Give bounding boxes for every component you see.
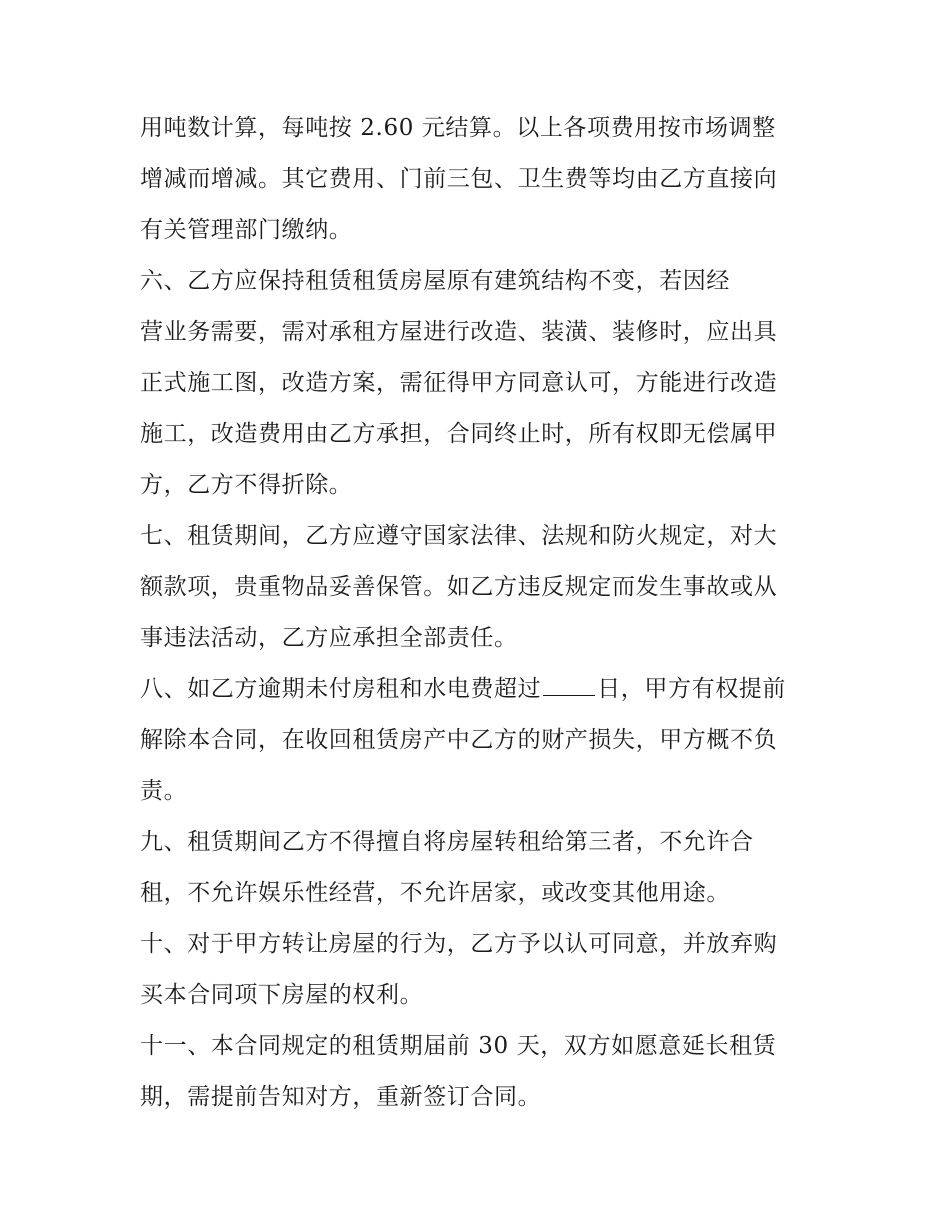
text-line: 用吨数计算，每吨按 2.60 元结算。以上各项费用按市场调整 xyxy=(140,115,776,141)
text-line: 方，乙方不得折除。 xyxy=(140,472,353,498)
text-line: 租，不允许娱乐性经营，不允许居家，或改变其他用途。 xyxy=(140,880,730,906)
clause-9-start: 九、租赁期间乙方不得擅自将房屋转租给第三者，不允许合 xyxy=(140,829,754,855)
clause-8-start xyxy=(140,674,786,704)
text-line: 有关管理部门缴纳。 xyxy=(140,217,353,243)
clause-8-text-after-blank: 日，甲方有权提前 xyxy=(597,676,787,702)
text-line: 买本合同项下房屋的权利。 xyxy=(140,982,424,1008)
text-line: 增减而增减。其它费用、门前三包、卫生费等均由乙方直接向 xyxy=(140,166,778,192)
clause-10-start: 十、对于甲方转让房屋的行为，乙方予以认可同意，并放弃购 xyxy=(140,931,778,957)
clause-11-start: 十一、本合同规定的租赁期届前 30 天，双方如愿意延长租赁 xyxy=(140,1033,777,1059)
text-line: 期，需提前告知对方，重新签订合同。 xyxy=(140,1084,542,1110)
clause-7-start: 七、租赁期间，乙方应遵守国家法律、法规和防火规定，对大 xyxy=(140,523,778,549)
text-line: 额款项，贵重物品妥善保管。如乙方违反规定而发生事故或从 xyxy=(140,574,778,600)
text-line: 施工，改造费用由乙方承担，合同终止时，所有权即无偿属甲 xyxy=(140,421,778,447)
clause-6-start: 六、乙方应保持租赁租赁房屋原有建筑结构不变，若因经 xyxy=(140,268,730,294)
text-line: 责。 xyxy=(140,778,188,804)
fill-in-blank xyxy=(543,675,595,696)
text-line: 事违法活动，乙方应承担全部责任。 xyxy=(140,625,518,651)
text-line: 营业务需要，需对承租方屋进行改造、装潢、装修时，应出具 xyxy=(140,319,778,345)
text-line: 解除本合同，在收回租赁房产中乙方的财产损失，甲方概不负 xyxy=(140,727,778,753)
text-line: 正式施工图，改造方案，需征得甲方同意认可，方能进行改造 xyxy=(140,370,778,396)
clause-8-text-before-blank: 八、如乙方逾期未付房租和水电费超过 xyxy=(140,676,542,702)
